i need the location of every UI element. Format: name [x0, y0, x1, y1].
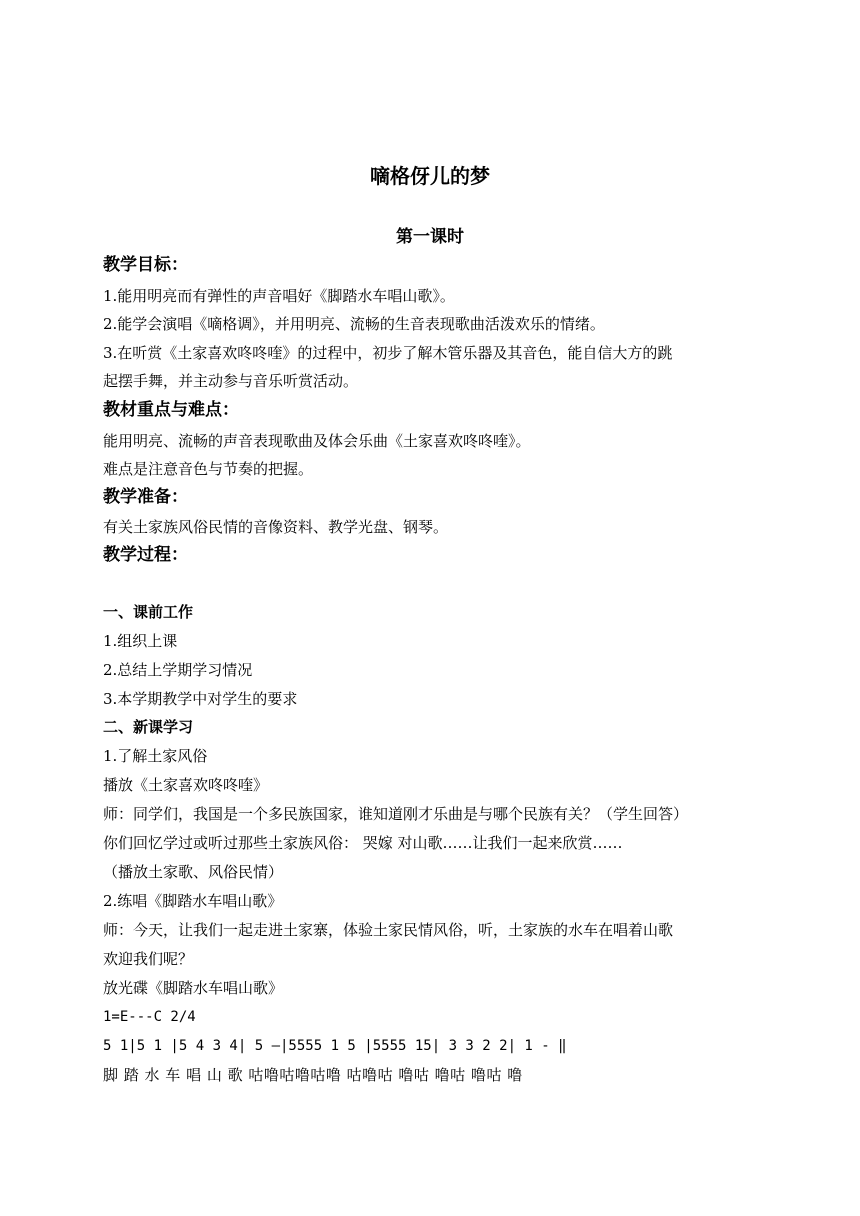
new-lesson-item-4: 你们回忆学过或听过那些土家族风俗： 哭嫁 对山歌……让我们一起来欣赏…… — [103, 834, 623, 852]
key-points-heading: 教材重点与难点： — [103, 400, 239, 420]
new-lesson-item-5: （播放土家歌、风俗民情） — [103, 863, 284, 881]
new-lesson-item-1: 1.了解土家风俗 — [103, 747, 208, 765]
pre-class-item-3: 3.本学期教学中对学生的要求 — [103, 690, 298, 708]
new-lesson-item-7: 师：今天，让我们一起走进土家寨，体验土家民情风俗，听，土家族的水车在唱着山歌 — [103, 921, 674, 939]
new-lesson-item-3: 师：同学们，我国是一个多民族国家，谁知道刚才乐曲是与哪个民族有关？（学生回答） — [103, 805, 689, 823]
document-title: 嘀格伢儿的梦 — [370, 164, 490, 188]
objectives-heading: 教学目标： — [103, 255, 188, 275]
pre-class-item-2: 2.总结上学期学习情况 — [103, 661, 253, 679]
section-pre-class-heading: 一、课前工作 — [103, 603, 194, 621]
objective-item-1: 1.能用明亮而有弹性的声音唱好《脚踏水车唱山歌》。 — [103, 287, 455, 305]
objective-item-2: 2.能学会演唱《嘀格调》，并用明亮、流畅的生音表现歌曲活泼欢乐的情绪。 — [103, 315, 605, 333]
preparation-heading: 教学准备： — [103, 487, 188, 507]
objective-item-3-continued: 起摆手舞，并主动参与音乐听赏活动。 — [103, 372, 359, 390]
new-lesson-item-9: 放光碟《脚踏水车唱山歌》 — [103, 979, 284, 997]
key-point-item-1: 能用明亮、流畅的声音表现歌曲及体会乐曲《土家喜欢咚咚喹》。 — [103, 432, 531, 450]
key-point-item-2: 难点是注意音色与节奏的把握。 — [103, 460, 314, 478]
song-lyrics: 脚 踏 水 车 唱 山 歌 咕噜咕噜咕噜 咕噜咕 噜咕 噜咕 噜咕 噜 — [103, 1066, 523, 1084]
objective-item-3: 3.在听赏《土家喜欢咚咚喹》的过程中，初步了解木管乐器及其音色，能自信大方的跳 — [103, 344, 673, 362]
new-lesson-item-6: 2.练唱《脚踏水车唱山歌》 — [103, 892, 283, 910]
song-key-signature: 1=E---C 2/4 — [103, 1009, 196, 1025]
preparation-item-1: 有关土家族风俗民情的音像资料、教学光盘、钢琴。 — [103, 518, 449, 536]
pre-class-item-1: 1.组织上课 — [103, 632, 178, 650]
lesson-subtitle: 第一课时 — [396, 227, 464, 247]
new-lesson-item-8: 欢迎我们呢？ — [103, 950, 194, 968]
process-heading: 教学过程： — [103, 545, 188, 565]
new-lesson-item-2: 播放《土家喜欢咚咚喹》 — [103, 776, 269, 794]
section-new-lesson-heading: 二、新课学习 — [103, 718, 194, 736]
song-notation: 5 1|5 1 |5 4 3 4| 5 —|5555 1 5 |5555 15| 3 3 2 2| 1 - ‖ — [103, 1038, 567, 1054]
